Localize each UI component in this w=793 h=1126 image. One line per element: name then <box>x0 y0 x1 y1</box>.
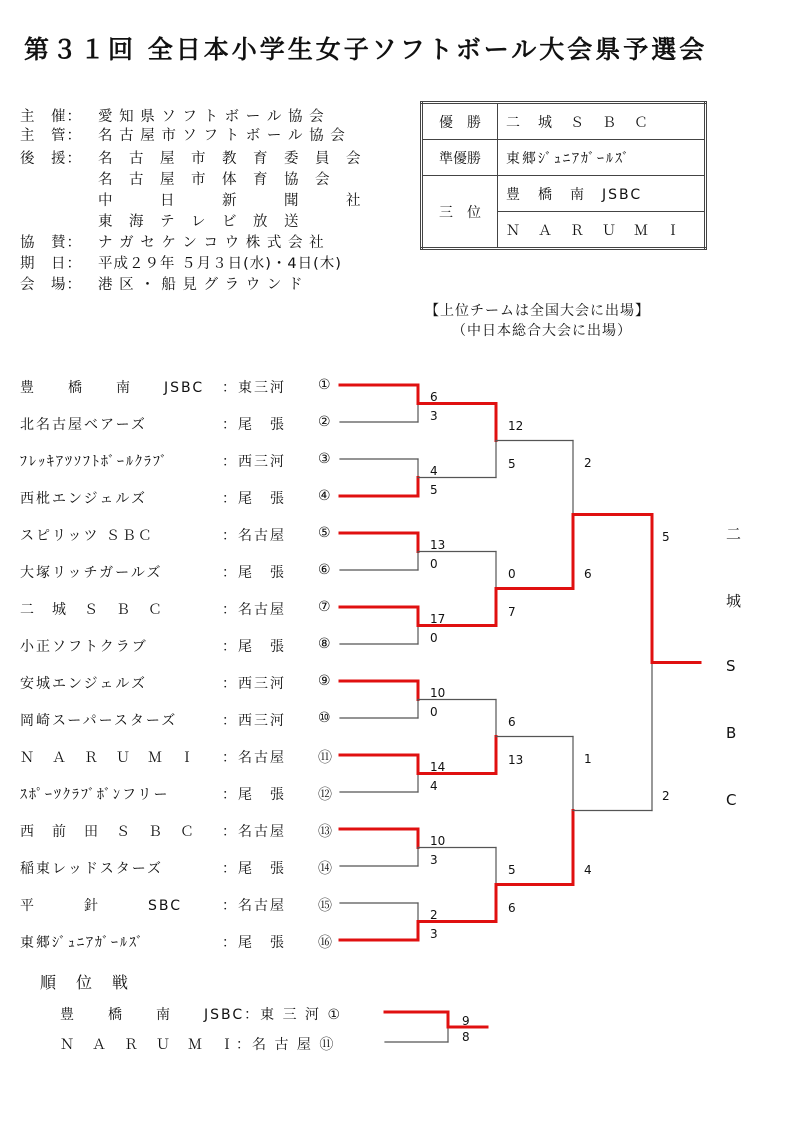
score-label: 5 <box>508 457 516 471</box>
team-seed: ⑭ <box>318 861 332 877</box>
team-name: 二 城 Ｓ Ｂ Ｃ <box>20 602 164 618</box>
info-label: 期 日： <box>20 256 82 272</box>
team-name: 岡崎スーパースターズ <box>20 713 178 729</box>
team-region: ：尾 張 <box>222 417 286 433</box>
team-region: ：尾 張 <box>222 565 286 581</box>
score-label: 3 <box>430 409 438 423</box>
score-label: 2 <box>430 908 438 922</box>
champion-char: B <box>726 724 737 742</box>
info-value: 中 日 新 聞 社 <box>98 193 362 209</box>
info-value: ナ ガ セ ケ ン コ ウ 株 式 会 社 <box>98 235 325 251</box>
team-name: 西 前 田 Ｓ Ｂ Ｃ <box>20 824 196 840</box>
third-value-2: Ｎ Ａ Ｒ Ｕ Ｍ Ｉ <box>498 212 706 249</box>
runner-up-value: 東郷ｼﾞｭﾆｱｶﾞｰﾙｽﾞ <box>498 140 706 176</box>
info-label: 主 催： <box>20 109 82 125</box>
team-region: ：西三河 <box>222 713 286 729</box>
score-label: 4 <box>430 464 438 478</box>
team-region: ：名古屋 <box>222 528 286 544</box>
info-value: 愛 知 県 ソ フ ト ボ ー ル 協 会 <box>98 109 325 125</box>
team-seed: ⑬ <box>318 824 332 840</box>
team-seed: ① <box>318 377 331 393</box>
score-label: 2 <box>662 789 670 803</box>
score-label: 10 <box>430 834 446 848</box>
info-label: 後 援： <box>20 151 82 167</box>
team-seed: ⑤ <box>318 525 331 541</box>
info-value: 名 古 屋 市 体 育 協 会 <box>98 172 331 188</box>
score-label: 1 <box>584 752 592 766</box>
qualification-subnote: （中日本総合大会に出場） <box>452 323 632 339</box>
team-seed: ⑫ <box>318 787 332 803</box>
score-label: 13 <box>430 538 446 552</box>
team-region: ：尾 張 <box>222 491 286 507</box>
team-seed: ⑯ <box>318 935 332 951</box>
score-label: 10 <box>430 686 446 700</box>
score-label: 0 <box>430 705 438 719</box>
team-name: 北名古屋ベアーズ <box>20 417 147 433</box>
team-seed: ⑨ <box>318 673 331 689</box>
team-name: ﾌﾚｯｷｱﾂｿﾌﾄﾎﾞｰﾙｸﾗﾌﾞ <box>20 454 169 470</box>
info-label: 主 管： <box>20 128 82 144</box>
team-region: ：東三河 <box>222 380 286 396</box>
team-seed: ② <box>318 414 331 430</box>
info-value: 東 海 テ レ ビ 放 送 <box>98 214 300 230</box>
score-label: 3 <box>430 853 438 867</box>
winner-label: 優 勝 <box>422 103 498 140</box>
score-label: 0 <box>430 631 438 645</box>
score-label: 4 <box>430 779 438 793</box>
score-label: 6 <box>508 901 516 915</box>
winner-value: 二 城 Ｓ Ｂ Ｃ <box>498 103 706 140</box>
team-name: 西枇エンジェルズ <box>20 491 147 507</box>
score-label: 5 <box>430 483 438 497</box>
info-value: 名 古 屋 市 教 育 委 員 会 <box>98 151 362 167</box>
team-name: Ｎ Ａ Ｒ Ｕ Ｍ Ｉ <box>20 750 196 766</box>
team-region: ：名古屋 <box>222 824 286 840</box>
placement-title: 順 位 戦 <box>40 973 131 992</box>
info-value: 平成２９年 ５月３日(水)・4日(木) <box>98 256 342 272</box>
team-region: ：尾 張 <box>222 639 286 655</box>
team-seed: ⑥ <box>318 562 331 578</box>
page-title: 第３１回 全日本小学生女子ソフトボール大会県予選会 <box>24 35 708 64</box>
runner-up-label: 準優勝 <box>422 140 498 176</box>
team-seed: ⑪ <box>318 750 332 766</box>
placement-team: 豊 橋 南 JSBC：東 三 河 ① <box>60 1007 343 1023</box>
score-label: 14 <box>430 760 446 774</box>
team-seed: ⑩ <box>318 710 331 726</box>
info-label: 会 場： <box>20 277 82 293</box>
team-name: 稲東レッドスターズ <box>20 861 164 877</box>
score-label: 0 <box>430 557 438 571</box>
team-name: 東郷ｼﾞｭﾆｱｶﾞｰﾙｽﾞ <box>20 935 145 951</box>
team-region: ：尾 張 <box>222 861 286 877</box>
team-name: 安城エンジェルズ <box>20 676 147 692</box>
champion-char: 城 <box>726 592 742 610</box>
team-region: ：尾 張 <box>222 935 286 951</box>
score-label: 17 <box>430 612 446 626</box>
team-region: ：名古屋 <box>222 602 286 618</box>
team-seed: ③ <box>318 451 331 467</box>
score-label: 4 <box>584 863 592 877</box>
team-region: ：西三河 <box>222 454 286 470</box>
third-value-1: 豊 橋 南 JSBC <box>498 176 706 212</box>
team-name: 大塚リッチガールズ <box>20 565 163 581</box>
third-label: 三 位 <box>422 176 498 249</box>
team-seed: ⑦ <box>318 599 331 615</box>
champion-char: 二 <box>726 525 742 543</box>
info-label: 協 賛： <box>20 235 82 251</box>
score-label: 5 <box>508 863 516 877</box>
team-seed: ⑮ <box>318 898 332 914</box>
team-name: 小正ソフトクラブ <box>20 639 148 655</box>
team-name: 平 針 SBC <box>20 898 183 914</box>
score-label: 6 <box>584 567 592 581</box>
team-region: ：名古屋 <box>222 750 286 766</box>
score-label: 12 <box>508 419 524 433</box>
info-value: 名 古 屋 市 ソ フ ト ボ ー ル 協 会 <box>98 128 346 144</box>
placement-score: 8 <box>462 1030 470 1044</box>
score-label: 5 <box>662 530 670 544</box>
score-label: 3 <box>430 927 438 941</box>
placement-score: 9 <box>462 1014 470 1028</box>
score-label: 2 <box>584 456 592 470</box>
score-label: 7 <box>508 605 516 619</box>
team-seed: ④ <box>318 488 331 504</box>
team-name: ｽﾎﾟｰﾂｸﾗﾌﾞﾎﾞﾝフリー <box>20 787 170 803</box>
team-region: ：西三河 <box>222 676 286 692</box>
score-label: 6 <box>508 715 516 729</box>
score-label: 0 <box>508 567 516 581</box>
champion-char: C <box>726 791 737 809</box>
team-seed: ⑧ <box>318 636 331 652</box>
score-label: 13 <box>508 753 524 767</box>
placement-team: Ｎ Ａ Ｒ Ｕ Ｍ Ｉ：名 古 屋 ⑪ <box>60 1037 336 1053</box>
qualification-note: 【上位チームは全国大会に出場】 <box>425 303 650 319</box>
team-name: スピリッツ ＳＢＣ <box>20 528 154 544</box>
champion-char: S <box>726 657 736 675</box>
team-name: 豊 橋 南 JSBC <box>20 380 205 396</box>
score-label: 6 <box>430 390 438 404</box>
team-region: ：尾 張 <box>222 787 286 803</box>
info-value: 港 区 ・ 船 見 グ ラ ウ ン ド <box>98 277 304 293</box>
team-region: ：名古屋 <box>222 898 286 914</box>
